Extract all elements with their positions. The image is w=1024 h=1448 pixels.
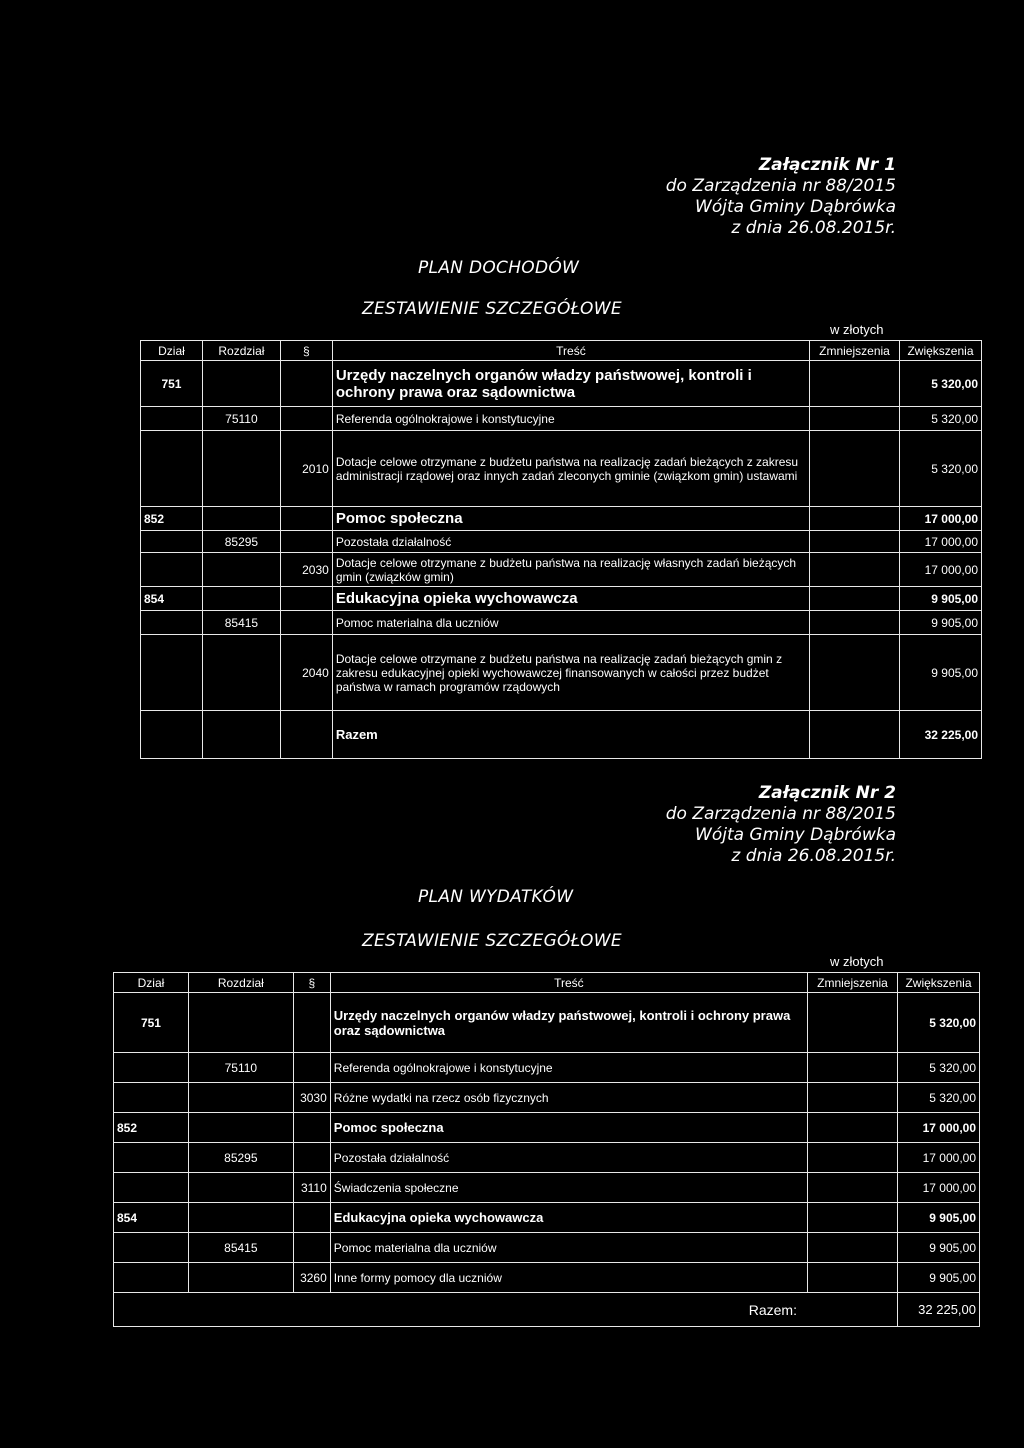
header-zmniejszenia: Zmniejszenia [808, 973, 898, 993]
cell-paragraf [280, 531, 332, 553]
cell-rozdzial [188, 993, 293, 1053]
attachment-2-order: do Zarządzenia nr 88/2015 [665, 804, 896, 824]
cell-paragraf [280, 361, 332, 407]
cell-zwiekszenia: 17 000,00 [897, 1113, 979, 1143]
cell-zmniejszenia [808, 1203, 898, 1233]
cell-tresc: Edukacyjna opieka wychowawcza [332, 587, 809, 611]
cell-rozdzial [188, 1263, 293, 1293]
table-row [114, 1083, 980, 1113]
cell-tresc: Dotacje celowe otrzymane z budżetu państwa na realizację zadań bieżących gmin z zakresu edukacyjnej opieki wychowawczej finansowanych w całości przez budżet państwa w ramach programów rządowych [332, 635, 809, 711]
cell-dzial: 751 [141, 361, 203, 407]
cell-rozdzial: 85415 [188, 1233, 293, 1263]
header-paragraf: § [293, 973, 330, 993]
cell-dzial: 854 [141, 587, 203, 611]
cell-zmniejszenia [810, 611, 900, 635]
cell-zmniejszenia [810, 407, 900, 431]
cell-zwiekszenia: 9 905,00 [899, 587, 981, 611]
attachment-2-header [666, 783, 896, 867]
cell-zmniejszenia [808, 1263, 898, 1293]
cell-rozdzial [202, 553, 280, 587]
cell-dzial [141, 407, 203, 431]
cell-dzial [141, 611, 203, 635]
attachment-1-authority: Wójta Gminy Dąbrówka [695, 197, 896, 217]
cell-rozdzial [202, 587, 280, 611]
cell-zmniejszenia [810, 431, 900, 507]
cell-paragraf [293, 1053, 330, 1083]
cell-paragraf [280, 507, 332, 531]
cell-zmniejszenia [808, 1053, 898, 1083]
cell-rozdzial [202, 507, 280, 531]
cell-zmniejszenia [810, 507, 900, 531]
cell-zwiekszenia: 17 000,00 [897, 1173, 979, 1203]
cell-tresc: Inne formy pomocy dla uczniów [330, 1263, 807, 1293]
table-row [141, 431, 982, 507]
cell-zwiekszenia: 5 320,00 [897, 993, 979, 1053]
table-row [114, 1203, 980, 1233]
table-row [114, 1233, 980, 1263]
plan-1-title: PLAN DOCHODÓW [418, 258, 580, 278]
cell-dzial [114, 1233, 189, 1263]
cell-dzial [114, 1143, 189, 1173]
cell-zmniejszenia [810, 531, 900, 553]
cell-paragraf [280, 587, 332, 611]
cell-zmniejszenia [808, 993, 898, 1053]
total-label: Razem [332, 711, 809, 759]
cell-tresc: Pomoc materialna dla uczniów [330, 1233, 807, 1263]
cell-tresc: Dotacje celowe otrzymane z budżetu państwa na realizację zadań bieżących z zakresu administracji rządowej oraz innych zadań zleconych gminie (związkom gmin) ustawami [332, 431, 809, 507]
total-value: 32 225,00 [899, 711, 981, 759]
cell-tresc: Świadczenia społeczne [330, 1173, 807, 1203]
cell-zmniejszenia [810, 587, 900, 611]
header-rozdzial: Rozdział [188, 973, 293, 993]
cell-paragraf [293, 993, 330, 1053]
header-dzial: Dział [114, 973, 189, 993]
cell-rozdzial: 85415 [202, 611, 280, 635]
table-row [141, 611, 982, 635]
table-row [141, 407, 982, 431]
cell-rozdzial: 75110 [188, 1053, 293, 1083]
plan-1-table [140, 340, 982, 759]
cell-zwiekszenia: 5 320,00 [899, 431, 981, 507]
header-tresc: Treść [330, 973, 807, 993]
cell-tresc: Referenda ogólnokrajowe i konstytucyjne [330, 1053, 807, 1083]
table-row [141, 635, 982, 711]
cell-rozdzial: 85295 [188, 1143, 293, 1173]
header-rozdzial: Rozdział [202, 341, 280, 361]
cell-paragraf: 3110 [293, 1173, 330, 1203]
cell-zmniejszenia [808, 1113, 898, 1143]
attachment-1-date: z dnia 26.08.2015r. [731, 218, 896, 238]
table-header-row [141, 341, 982, 361]
cell-tresc: Dotacje celowe otrzymane z budżetu państwa na realizację własnych zadań bieżących gmin (związków gmin) [332, 553, 809, 587]
cell-dzial [141, 635, 203, 711]
cell-dzial [114, 1083, 189, 1113]
plan-2-table [113, 972, 980, 1327]
cell-rozdzial [202, 431, 280, 507]
table-row [141, 361, 982, 407]
cell-tresc: Pomoc materialna dla uczniów [332, 611, 809, 635]
cell-zwiekszenia: 9 905,00 [899, 611, 981, 635]
table-row [114, 1173, 980, 1203]
table-total-row [141, 711, 982, 759]
cell-dzial [114, 1053, 189, 1083]
cell-tresc: Pomoc społeczna [330, 1113, 807, 1143]
cell-dzial [114, 1173, 189, 1203]
cell-zwiekszenia: 17 000,00 [899, 507, 981, 531]
cell-zwiekszenia: 17 000,00 [897, 1143, 979, 1173]
cell-zwiekszenia: 9 905,00 [897, 1233, 979, 1263]
cell-paragraf: 3030 [293, 1083, 330, 1113]
cell-zwiekszenia: 17 000,00 [899, 531, 981, 553]
cell-dzial: 852 [114, 1113, 189, 1143]
plan-2-subtitle: ZESTAWIENIE SZCZEGÓŁOWE [362, 931, 622, 951]
cell-paragraf [280, 407, 332, 431]
cell-zwiekszenia: 9 905,00 [897, 1263, 979, 1293]
cell-tresc: Pozostała działalność [332, 531, 809, 553]
cell-tresc: Edukacyjna opieka wychowawcza [330, 1203, 807, 1233]
table-row [141, 553, 982, 587]
attachment-2-date: z dnia 26.08.2015r. [731, 846, 896, 866]
cell-zwiekszenia: 5 320,00 [899, 407, 981, 431]
cell-empty [202, 711, 280, 759]
table-row [114, 1113, 980, 1143]
plan-1-subtitle: ZESTAWIENIE SZCZEGÓŁOWE [362, 299, 622, 319]
cell-dzial: 751 [114, 993, 189, 1053]
attachment-1-number: Załącznik Nr 1 [758, 155, 896, 175]
cell-zmniejszenia [810, 553, 900, 587]
table-row [114, 1263, 980, 1293]
cell-tresc: Pozostała działalność [330, 1143, 807, 1173]
cell-paragraf [293, 1233, 330, 1263]
total-label: Razem: [114, 1293, 898, 1327]
cell-rozdzial: 85295 [202, 531, 280, 553]
attachment-1-order: do Zarządzenia nr 88/2015 [665, 176, 896, 196]
table-header-row [114, 973, 980, 993]
cell-zwiekszenia: 5 320,00 [897, 1083, 979, 1113]
cell-zmniejszenia [808, 1173, 898, 1203]
total-value: 32 225,00 [897, 1293, 979, 1327]
cell-dzial [141, 553, 203, 587]
cell-tresc: Urzędy naczelnych organów władzy państwowej, kontroli i ochrony prawa oraz sądownictwa [332, 361, 809, 407]
cell-paragraf: 2010 [280, 431, 332, 507]
cell-rozdzial: 75110 [202, 407, 280, 431]
cell-zmniejszenia [808, 1233, 898, 1263]
table-row [114, 1053, 980, 1083]
table-row [114, 993, 980, 1053]
cell-empty [141, 711, 203, 759]
cell-paragraf: 3260 [293, 1263, 330, 1293]
plan-1-unit: w złotych [830, 322, 884, 337]
cell-zmniejszenia [808, 1083, 898, 1113]
header-paragraf: § [280, 341, 332, 361]
cell-zwiekszenia: 9 905,00 [899, 635, 981, 711]
cell-paragraf: 2030 [280, 553, 332, 587]
cell-empty [810, 711, 900, 759]
header-zwiekszenia: Zwiększenia [899, 341, 981, 361]
cell-tresc: Pomoc społeczna [332, 507, 809, 531]
header-zwiekszenia: Zwiększenia [897, 973, 979, 993]
cell-dzial [114, 1263, 189, 1293]
attachment-1-header [666, 155, 896, 239]
cell-tresc: Różne wydatki na rzecz osób fizycznych [330, 1083, 807, 1113]
cell-zmniejszenia [808, 1143, 898, 1173]
header-zmniejszenia: Zmniejszenia [810, 341, 900, 361]
cell-paragraf [280, 611, 332, 635]
table-total-row [114, 1293, 980, 1327]
cell-rozdzial [188, 1173, 293, 1203]
plan-2-title: PLAN WYDATKÓW [418, 887, 574, 907]
plan-2-unit: w złotych [830, 954, 884, 969]
cell-zwiekszenia: 5 320,00 [897, 1053, 979, 1083]
cell-tresc: Referenda ogólnokrajowe i konstytucyjne [332, 407, 809, 431]
cell-zwiekszenia: 5 320,00 [899, 361, 981, 407]
cell-rozdzial [202, 361, 280, 407]
cell-rozdzial [202, 635, 280, 711]
cell-dzial: 852 [141, 507, 203, 531]
cell-paragraf [293, 1143, 330, 1173]
cell-zmniejszenia [810, 635, 900, 711]
table-row [141, 507, 982, 531]
cell-rozdzial [188, 1083, 293, 1113]
cell-paragraf: 2040 [280, 635, 332, 711]
cell-tresc: Urzędy naczelnych organów władzy państwowej, kontroli i ochrony prawa oraz sądownictwa [330, 993, 807, 1053]
cell-paragraf [293, 1113, 330, 1143]
cell-zwiekszenia: 17 000,00 [899, 553, 981, 587]
attachment-2-authority: Wójta Gminy Dąbrówka [695, 825, 896, 845]
cell-paragraf [293, 1203, 330, 1233]
attachment-2-number: Załącznik Nr 2 [758, 783, 896, 803]
table-row [114, 1143, 980, 1173]
cell-rozdzial [188, 1113, 293, 1143]
cell-dzial [141, 431, 203, 507]
cell-dzial: 854 [114, 1203, 189, 1233]
cell-zmniejszenia [810, 361, 900, 407]
cell-empty [280, 711, 332, 759]
table-row [141, 531, 982, 553]
cell-dzial [141, 531, 203, 553]
header-dzial: Dział [141, 341, 203, 361]
table-row [141, 587, 982, 611]
header-tresc: Treść [332, 341, 809, 361]
cell-zwiekszenia: 9 905,00 [897, 1203, 979, 1233]
cell-rozdzial [188, 1203, 293, 1233]
